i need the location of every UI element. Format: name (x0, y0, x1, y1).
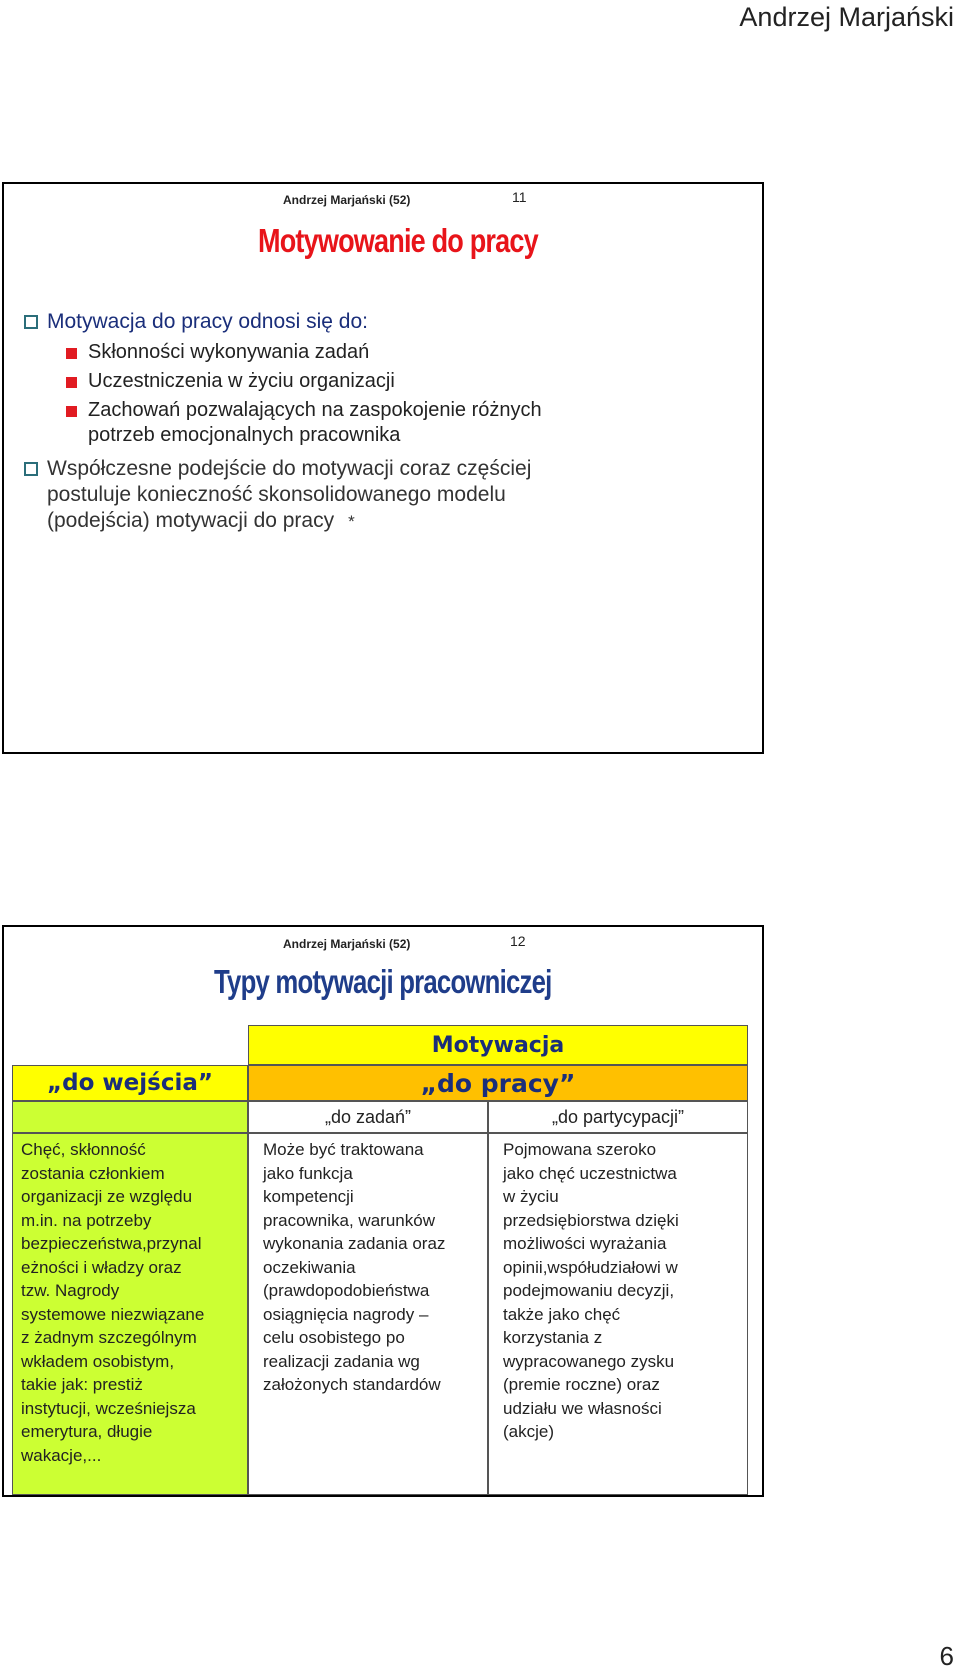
slide-credit: Andrzej Marjański (52) (283, 937, 411, 951)
text-line: kompetencji (263, 1187, 354, 1206)
text-line: w życiu (503, 1187, 559, 1206)
square-bullet-icon (66, 377, 77, 388)
text-line: opinii,współudziałowi w (503, 1257, 678, 1277)
tasks-description (248, 1133, 488, 1495)
motivation-types-table (12, 1025, 748, 1495)
text-line: bezpieczeństwa,przynal (21, 1234, 202, 1253)
text-line: eżności i władzy oraz (21, 1257, 182, 1277)
text-line: (prawdopodobieństwa (263, 1281, 430, 1300)
bullet-point (24, 309, 754, 335)
sub-bullet-continuation (66, 423, 754, 448)
slide-11 (2, 182, 764, 754)
sub-bullet (66, 340, 754, 365)
sub-header-tasks-text: „do zadań” (324, 1106, 412, 1127)
text-line: (premie roczne) oraz (503, 1375, 660, 1394)
text-line: systemowe niezwiązane (21, 1304, 205, 1324)
text-line: pracownika, warunków (263, 1210, 435, 1230)
header-author: Andrzej Marjański (739, 2, 954, 32)
slide-title: Typy motywacji pracowniczej (214, 963, 552, 1000)
text-line: przedsiębiorstwa dzięki (503, 1210, 679, 1230)
header-work (248, 1065, 748, 1101)
text-line: tzw. Nagrody (21, 1281, 120, 1300)
sub-bullet-text: Skłonności wykonywania zadań (88, 341, 370, 363)
sub-bullet (66, 369, 754, 394)
header-entry-text: „do wejścia” (47, 1070, 213, 1096)
slide-number: 11 (512, 189, 527, 205)
header-motywacja-text: Motywacja (431, 1032, 565, 1058)
text-line: Chęć, skłonność (21, 1140, 146, 1159)
text-line: możliwości wyrażania (503, 1234, 667, 1253)
text-line: instytucji, wcześniejsza (21, 1398, 196, 1418)
header-work-text: „do pracy” (420, 1068, 576, 1098)
slide-number: 12 (510, 933, 526, 949)
sub-bullet-text: Zachowań pozwalających na zaspokojenie różnych (88, 399, 542, 421)
text-line: wykonania zadania oraz (263, 1234, 446, 1253)
text-line: założonych standardów (263, 1375, 441, 1394)
entry-description (12, 1133, 248, 1495)
text-line: także jako chęć (503, 1304, 621, 1324)
text-line: organizacji ze względu (21, 1187, 193, 1206)
sub-header-empty (12, 1101, 248, 1133)
slide-12 (2, 925, 764, 1497)
text-line: wakacje,... (21, 1445, 102, 1465)
participation-description (488, 1133, 748, 1495)
text-line: z żadnym szczególnym (21, 1328, 197, 1347)
footnote-mark: * (348, 512, 355, 531)
text-line: korzystania z (503, 1328, 603, 1347)
checkbox-bullet-icon (24, 462, 38, 476)
bullet-text-line: postuluje konieczność skonsolidowanego modelu (47, 483, 506, 506)
text-line: takie jak: prestiż (21, 1375, 143, 1394)
text-line: celu osobistego po (263, 1328, 405, 1347)
sub-bullet (66, 398, 754, 423)
text-line: jako funkcja (263, 1163, 353, 1183)
bullet-text: Motywacja do pracy odnosi się do: (47, 310, 368, 333)
sub-bullet-text: Uczestniczenia w życiu organizacji (88, 370, 395, 392)
bullet-point (24, 456, 754, 535)
checkbox-bullet-icon (24, 315, 38, 329)
slide-title: Motywowanie do pracy (258, 222, 538, 259)
text-line: zostania członkiem (21, 1163, 165, 1183)
text-line: emerytura, długie (21, 1422, 153, 1441)
text-line: realizacji zadania wg (263, 1351, 420, 1371)
text-line: osiągnięcia nagrody – (263, 1304, 429, 1324)
text-line: wypracowanego zysku (503, 1351, 675, 1371)
square-bullet-icon (66, 406, 77, 417)
bullet-text-line: Współczesne podejście do motywacji coraz częściej (47, 457, 532, 480)
text-line: udziału we własności (503, 1398, 662, 1418)
sub-header-participation-text: „do partycypacji” (551, 1106, 685, 1127)
text-line: Pojmowana szeroko (503, 1140, 657, 1159)
header-entry (12, 1065, 248, 1101)
sub-header-tasks (248, 1101, 488, 1133)
slide-credit: Andrzej Marjański (52) (283, 193, 411, 207)
text-line: m.in. na potrzeby (21, 1210, 152, 1230)
header-motywacja (248, 1025, 748, 1065)
text-line: jako chęć uczestnictwa (503, 1163, 677, 1183)
square-bullet-icon (66, 348, 77, 359)
text-line: oczekiwania (263, 1257, 356, 1277)
bullet-text-line: (podejścia) motywacji do pracy (47, 509, 335, 532)
text-line: (akcje) (503, 1422, 555, 1441)
sub-bullet-text: potrzeb emocjonalnych pracownika (88, 424, 401, 446)
text-line: wkładem osobistym, (21, 1351, 175, 1371)
text-line: Może być traktowana (263, 1140, 424, 1159)
text-line: podejmowaniu decyzji, (503, 1281, 675, 1300)
sub-header-participation (488, 1101, 748, 1133)
page-number: 6 (939, 1641, 954, 1671)
